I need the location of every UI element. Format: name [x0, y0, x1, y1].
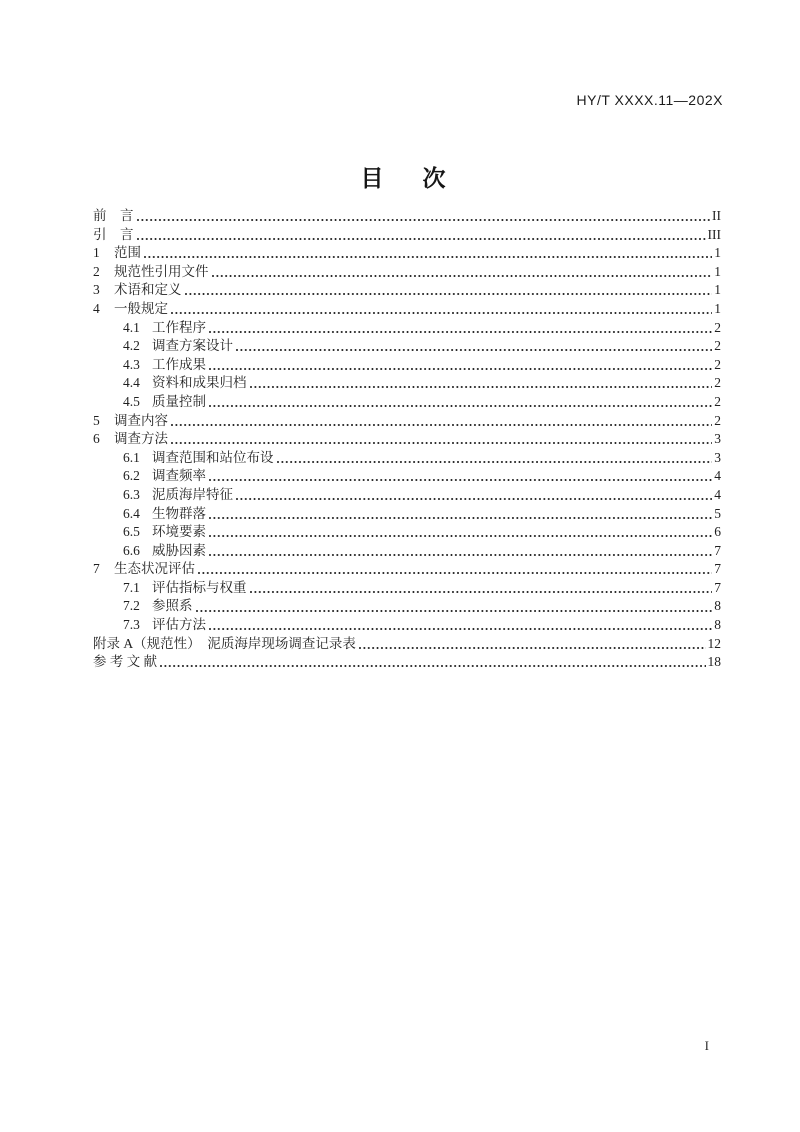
- toc-entry: [93, 597, 721, 616]
- dot-leader: [160, 665, 705, 667]
- toc-entry-label: 调查频率: [152, 468, 206, 484]
- dot-leader: [359, 647, 706, 649]
- toc-entry: [93, 300, 721, 319]
- toc-entry-label: 资料和成果归档: [152, 375, 247, 391]
- toc-entry-number: 7.1: [123, 579, 140, 595]
- toc-entry-number: 6.6: [123, 542, 140, 558]
- toc-entry-page: 2: [714, 375, 721, 391]
- toc-entry-page: 12: [707, 635, 721, 651]
- page-title: 目 次: [360, 165, 454, 191]
- toc-entry: [93, 207, 721, 226]
- toc-entry-label: 质量控制: [152, 393, 206, 409]
- toc-entry-page: 2: [714, 319, 721, 335]
- toc-entry: [93, 430, 721, 449]
- toc-entry: [93, 412, 721, 431]
- toc-entry: [93, 560, 721, 579]
- toc-entry-page: 4: [714, 486, 721, 502]
- toc-entry-label: 泥质海岸特征: [152, 486, 233, 502]
- toc-entry-page: 2: [714, 393, 721, 409]
- toc-entry: [93, 356, 721, 375]
- toc-entry-page: 1: [714, 282, 721, 298]
- toc-entry: [93, 542, 721, 561]
- toc-entry-page: 18: [707, 654, 721, 670]
- toc-entry: [93, 244, 721, 263]
- toc-entry-label: 调查内容: [114, 412, 168, 428]
- dot-leader: [209, 331, 712, 333]
- dot-leader: [209, 535, 712, 537]
- toc-entry-number: 6.1: [123, 449, 140, 465]
- toc-entry-number: 4.4: [123, 375, 140, 391]
- toc-entry-number: 6.2: [123, 468, 140, 484]
- toc-entry: [93, 616, 721, 635]
- toc-entry-number: 7.2: [123, 598, 140, 614]
- dot-leader: [171, 424, 712, 426]
- dot-leader: [137, 238, 706, 240]
- toc-entry-page: 8: [714, 617, 721, 633]
- toc-entry-page: 3: [714, 449, 721, 465]
- toc-entry: [93, 226, 721, 245]
- toc-entry-page: 5: [714, 505, 721, 521]
- dot-leader: [196, 610, 713, 612]
- dot-leader: [209, 517, 712, 519]
- toc-entry-page: 6: [714, 524, 721, 540]
- toc-entry-page: 2: [714, 412, 721, 428]
- toc-entry-number: 4.3: [123, 356, 140, 372]
- toc-entry-page: 7: [714, 579, 721, 595]
- toc-entry-number: 6.5: [123, 524, 140, 540]
- toc-entry-label: 术语和定义: [114, 282, 182, 298]
- footer-page-number: I: [704, 1038, 709, 1053]
- toc-entry-label: 一般规定: [114, 300, 168, 316]
- dot-leader: [144, 256, 712, 258]
- toc-entry-label: 评估指标与权重: [152, 579, 247, 595]
- dot-leader: [209, 554, 712, 556]
- toc-entry-page: 2: [714, 356, 721, 372]
- toc-entry-label: 调查方法: [114, 431, 168, 447]
- dot-leader: [209, 368, 712, 370]
- dot-leader: [185, 293, 713, 295]
- toc-entry: [93, 579, 721, 598]
- toc-entry-number: 4.5: [123, 393, 140, 409]
- toc-entry-label: 威胁因素: [152, 542, 206, 558]
- toc-entry: [93, 653, 721, 672]
- toc-entry-label: 评估方法: [152, 617, 206, 633]
- toc-entry-label: 参 考 文 献: [93, 654, 158, 670]
- dot-leader: [198, 572, 712, 574]
- dot-leader: [250, 591, 713, 593]
- toc-entry: [93, 449, 721, 468]
- toc-entry-number: 4.2: [123, 338, 140, 354]
- dot-leader: [209, 628, 712, 630]
- toc-entry-number: 6: [93, 431, 100, 447]
- toc-entry-label: 生态状况评估: [114, 561, 195, 577]
- toc-entry: [93, 635, 721, 654]
- toc-entry: [93, 467, 721, 486]
- toc-entry-number: 7.3: [123, 617, 140, 633]
- toc-entry-page: 1: [714, 300, 721, 316]
- toc-entry-page: III: [707, 226, 721, 242]
- toc-entry-label: 前 言: [93, 208, 134, 223]
- toc-entry: [93, 337, 721, 356]
- dot-leader: [277, 461, 713, 463]
- toc-entry: [93, 263, 721, 282]
- toc-entry-number: 2: [93, 263, 100, 279]
- toc-entry-page: 1: [714, 245, 721, 261]
- toc-entry-label: 调查范围和站位布设: [152, 449, 274, 465]
- dot-leader: [209, 405, 712, 407]
- toc-entry: [93, 281, 721, 300]
- toc-entry: [93, 393, 721, 412]
- toc-entry-page: 1: [714, 263, 721, 279]
- dot-leader: [212, 275, 713, 277]
- document-code-header: HY/T XXXX.11—202X: [576, 92, 723, 108]
- dot-leader: [137, 219, 711, 221]
- dot-leader: [209, 479, 712, 481]
- toc-entry-number: 6.4: [123, 505, 140, 521]
- toc-entry-page: 7: [714, 542, 721, 558]
- toc-entry-label: 环境要素: [152, 524, 206, 540]
- toc-entry-label: 工作程序: [152, 319, 206, 335]
- toc-entry-label: 规范性引用文件: [114, 263, 209, 279]
- toc-entry-label: 工作成果: [152, 356, 206, 372]
- toc-entry-label: 范围: [114, 245, 141, 261]
- toc-entry-page: 4: [714, 468, 721, 484]
- toc-entry-label: 生物群落: [152, 505, 206, 521]
- toc-entry-page: 2: [714, 338, 721, 354]
- toc-entry-page: 8: [714, 598, 721, 614]
- toc-entry: [93, 374, 721, 393]
- toc-entry-number: 4.1: [123, 319, 140, 335]
- dot-leader: [250, 386, 713, 388]
- toc-entry-label: 附录 A（规范性） 泥质海岸现场调查记录表: [93, 635, 356, 651]
- dot-leader: [236, 349, 712, 351]
- dot-leader: [171, 442, 712, 444]
- toc-entry-page: 7: [714, 561, 721, 577]
- toc-entry-number: 4: [93, 300, 100, 316]
- toc-entry-page: II: [712, 208, 721, 223]
- toc-entry: [93, 486, 721, 505]
- dot-leader: [236, 498, 712, 500]
- toc-entry-number: 3: [93, 282, 100, 298]
- toc-entry: [93, 319, 721, 338]
- toc-entry-number: 7: [93, 561, 100, 577]
- dot-leader: [171, 312, 712, 314]
- toc-entry-label: 调查方案设计: [152, 338, 233, 354]
- toc-entry-number: 5: [93, 412, 100, 428]
- toc-entry-number: 1: [93, 245, 100, 261]
- toc-entry-label: 引 言: [93, 226, 134, 242]
- toc-entry: [93, 523, 721, 542]
- toc-list: [93, 207, 721, 672]
- toc-entry: [93, 505, 721, 524]
- toc-entry-page: 3: [714, 431, 721, 447]
- toc-entry-label: 参照系: [152, 598, 193, 614]
- toc-entry-number: 6.3: [123, 486, 140, 502]
